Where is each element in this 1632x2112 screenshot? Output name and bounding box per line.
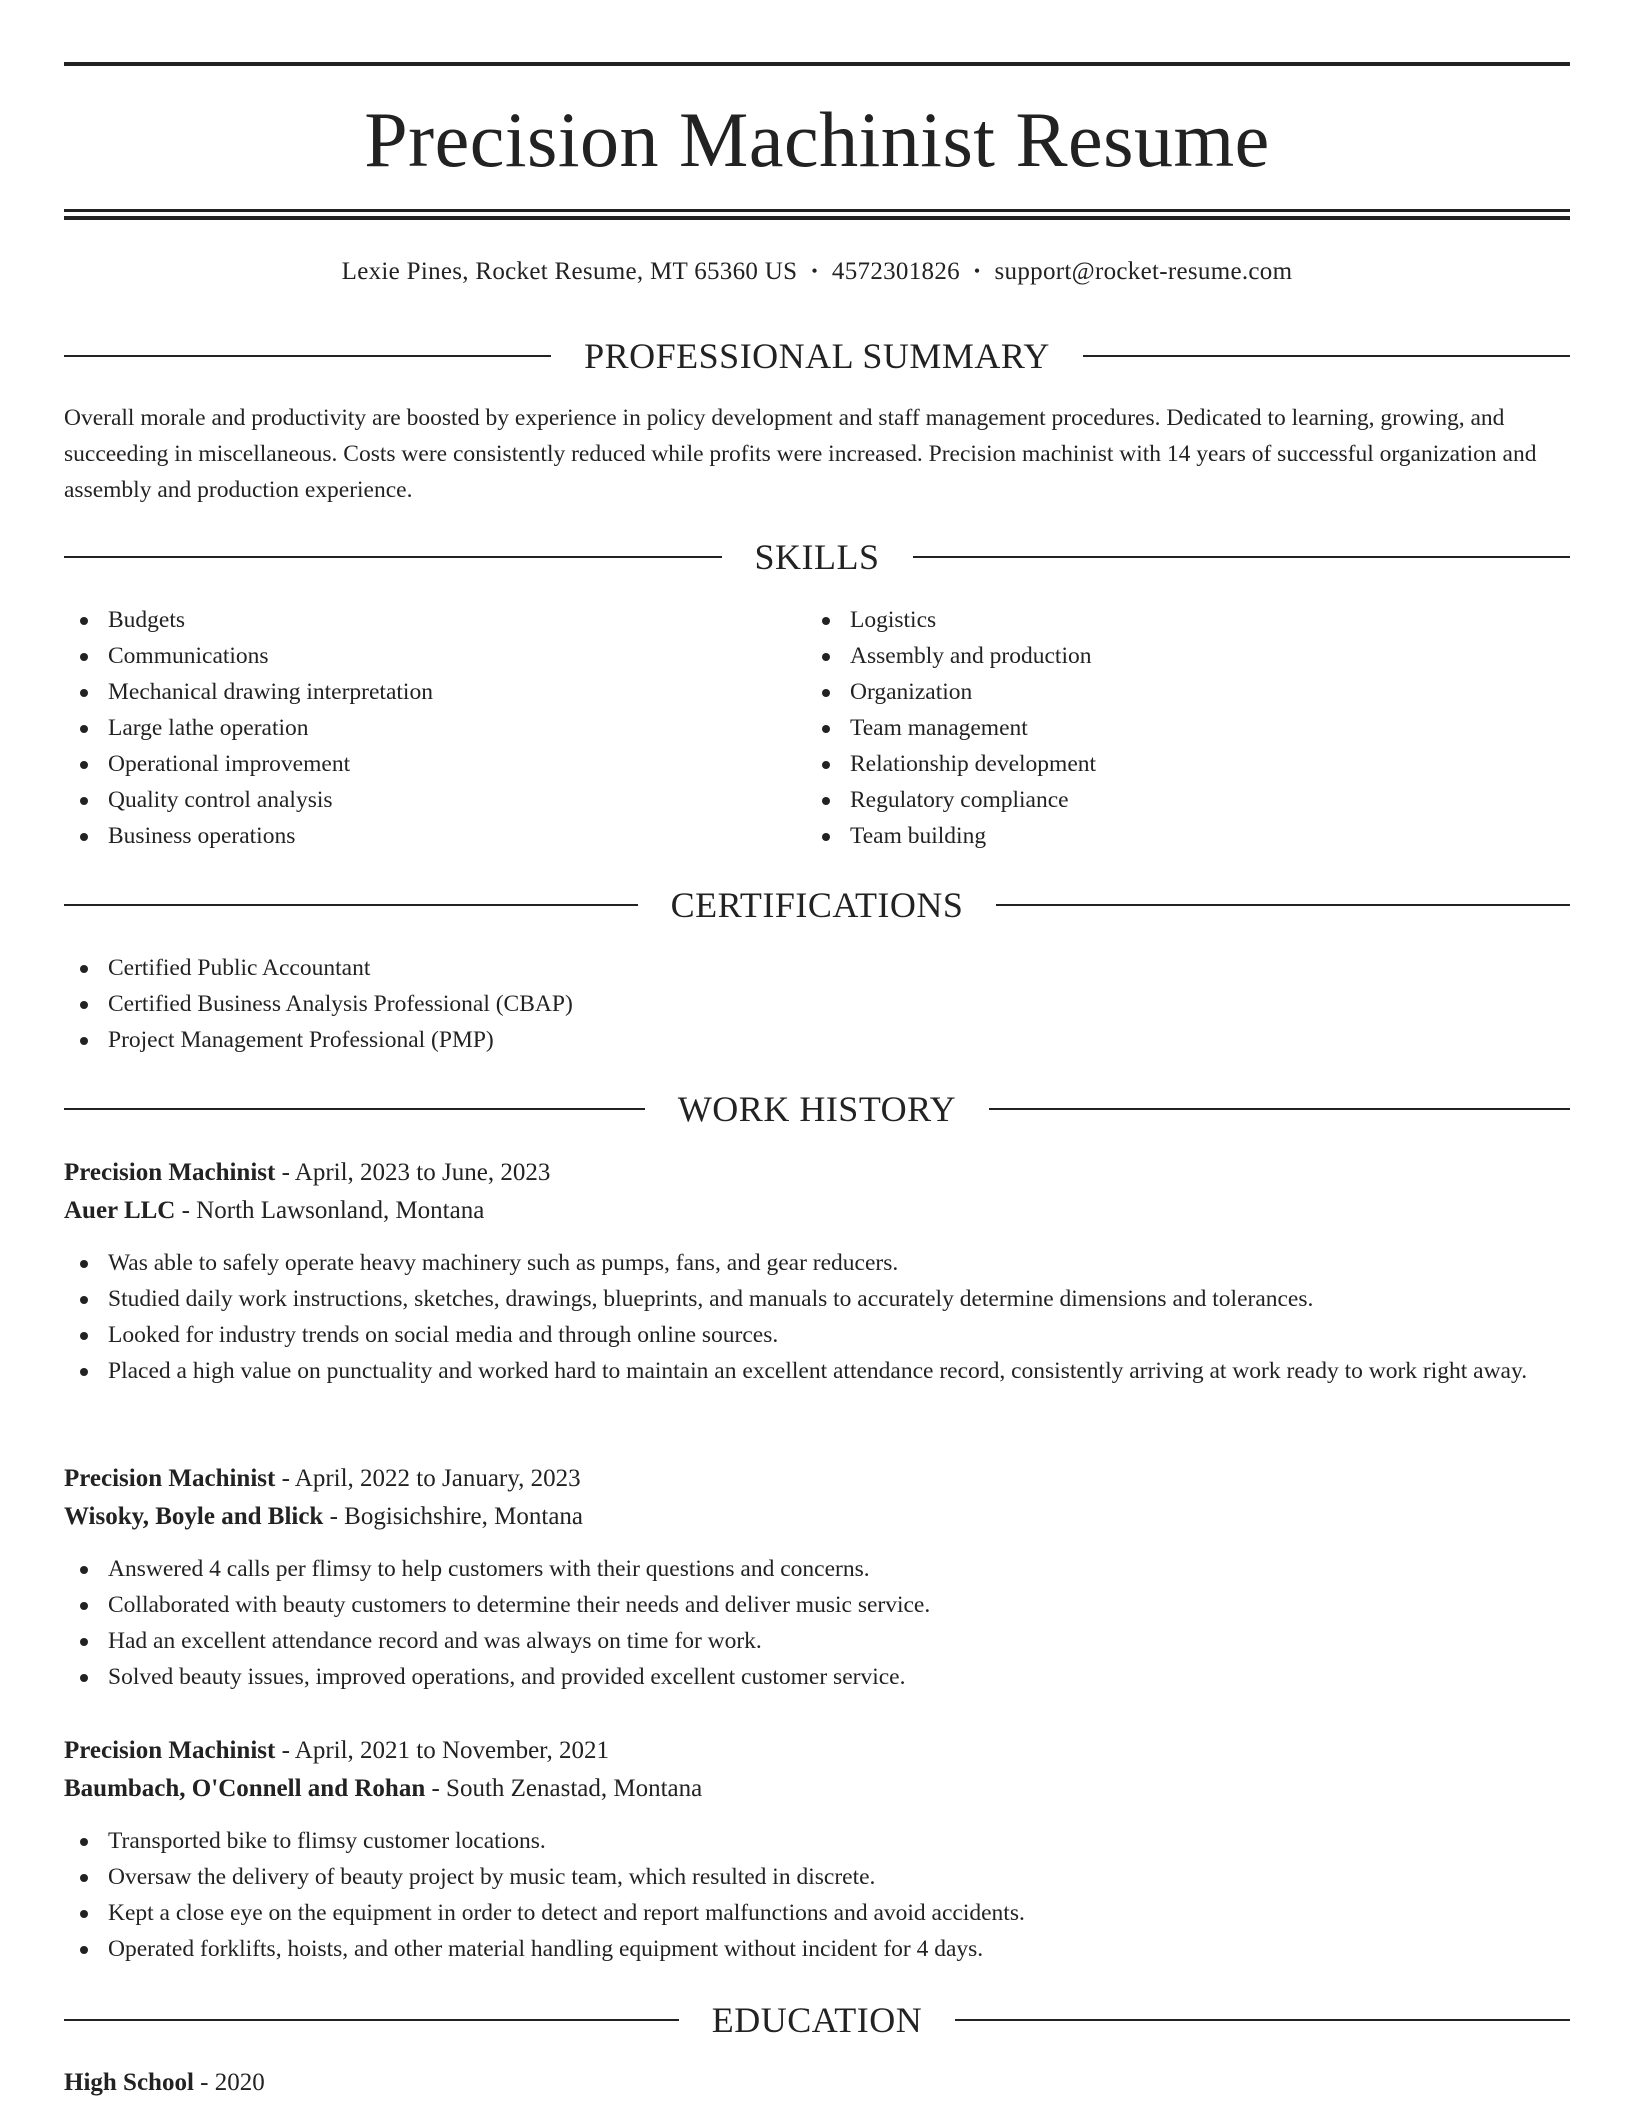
section-heading-skills [64,535,1570,579]
skill-item: Communications [64,638,804,674]
skill-item: Logistics [806,602,1546,638]
certification-item: Project Management Professional (PMP) [64,1022,1570,1058]
job-duties-list [64,1823,1570,1967]
divider-line [1083,355,1570,357]
divider-line [996,904,1570,906]
section-heading-education [64,1998,1570,2042]
contact-line [64,254,1570,289]
certification-item: Certified Public Accountant [64,950,1570,986]
job-location: - Bogisichshire, Montana [323,1503,584,1530]
skill-item: Mechanical drawing interpretation [64,674,804,710]
job-duty: Looked for industry trends on social media and through online sources. [64,1317,1570,1353]
contact-phone: 4572301826 [831,258,960,285]
job-duty: Answered 4 calls per flimsy to help customers with their questions and concerns. [64,1551,1570,1587]
resume-title: Precision Machinist Resume [364,96,1270,183]
job-duty: Was able to safely operate heavy machinery such as pumps, fans, and gear reducers. [64,1245,1570,1281]
job-dates: - April, 2023 to June, 2023 [275,1159,551,1186]
job-title: Precision Machinist [64,1159,276,1186]
section-heading-certifications [64,883,1570,927]
job-title-line [64,1460,1570,1498]
divider-line [955,2019,1570,2021]
skill-item: Business operations [64,818,804,854]
job-duty: Collaborated with beauty customers to determine their needs and deliver music service. [64,1587,1570,1623]
contact-email: support@rocket-resume.com [994,258,1293,285]
job-title: Precision Machinist [64,1737,276,1764]
section-heading-work-history [64,1087,1570,1131]
job-duty: Oversaw the delivery of beauty project by music team, which resulted in discrete. [64,1859,1570,1895]
skill-item: Team management [806,710,1546,746]
contact-separator: • [973,261,981,281]
divider-line [64,1108,645,1110]
job-company-line [64,1192,1570,1230]
job-dates: - April, 2021 to November, 2021 [275,1737,610,1764]
skill-item: Team building [806,818,1546,854]
job-duty: Studied daily work instructions, sketches, drawings, blueprints, and manuals to accurately determine dimensions and tolerances. [64,1281,1570,1317]
header-top-rule [64,62,1570,66]
job-company-line [64,1770,1570,1808]
job-title: Precision Machinist [64,1465,276,1492]
job-company: Wisoky, Boyle and Blick [64,1503,324,1530]
job-duty: Solved beauty issues, improved operations, and provided excellent customer service. [64,1659,1570,1695]
job-company-line [64,1498,1570,1536]
education-year: - 2020 [193,2069,265,2096]
education-degree: High School [64,2069,194,2096]
skill-item: Budgets [64,602,804,638]
job-title-line [64,1732,1570,1770]
header-double-rule-upper [64,209,1570,212]
job-location: - South Zenastad, Montana [425,1775,703,1802]
job-entry [64,1154,1570,1389]
job-duty: Transported bike to flimsy customer locations. [64,1823,1570,1859]
divider-line [64,556,722,558]
divider-line [64,355,551,357]
certification-item: Certified Business Analysis Professional (CBAP) [64,986,1570,1022]
header-double-rule-lower [64,216,1570,220]
skill-item: Operational improvement [64,746,804,782]
divider-line [64,2019,679,2021]
skills-list-left [64,602,804,854]
section-heading-summary [64,334,1570,378]
summary-text: Overall morale and productivity are boosted by experience in policy development and staff management procedures. Dedicated to learning, growing, and succeeding in miscellaneous. Costs were consistently reduced while profits were increased. Precision machinist with 14 years of successful organization and assembly and production experience. [64,405,1537,503]
contact-separator: • [811,261,818,281]
job-duty: Kept a close eye on the equipment in order to detect and report malfunctions and avoid accidents. [64,1895,1570,1931]
divider-line [989,1108,1570,1110]
certifications-list [64,950,1570,1058]
skill-item: Assembly and production [806,638,1546,674]
section-title: SKILLS [754,537,880,577]
divider-line [64,904,638,906]
job-duties-list [64,1551,1570,1695]
skill-item: Quality control analysis [64,782,804,818]
section-title: CERTIFICATIONS [670,885,964,925]
job-entry [64,1732,1570,1967]
job-company: Baumbach, O'Connell and Rohan [64,1775,426,1802]
job-duty: Had an excellent attendance record and was always on time for work. [64,1623,1570,1659]
skills-list-right [806,602,1546,854]
job-dates: - April, 2022 to January, 2023 [275,1465,581,1492]
job-duties-list [64,1245,1570,1389]
job-location: - North Lawsonland, Montana [175,1197,485,1224]
skill-item: Organization [806,674,1546,710]
divider-line [913,556,1571,558]
job-title-line [64,1154,1570,1192]
section-title: WORK HISTORY [677,1089,957,1129]
job-entry [64,1460,1570,1695]
job-duty: Operated forklifts, hoists, and other material handling equipment without incident for 4 days. [64,1931,1570,1967]
skill-item: Relationship development [806,746,1546,782]
job-duty: Placed a high value on punctuality and worked hard to maintain an excellent attendance record, consistently arriving at work ready to work right away. [64,1353,1570,1389]
education-entry [64,2064,1570,2102]
section-title: PROFESSIONAL SUMMARY [584,336,1050,376]
contact-address: Lexie Pines, Rocket Resume, MT 65360 US [341,258,798,285]
job-company: Auer LLC [64,1197,176,1224]
skill-item: Regulatory compliance [806,782,1546,818]
skill-item: Large lathe operation [64,710,804,746]
section-title: EDUCATION [711,2000,923,2040]
